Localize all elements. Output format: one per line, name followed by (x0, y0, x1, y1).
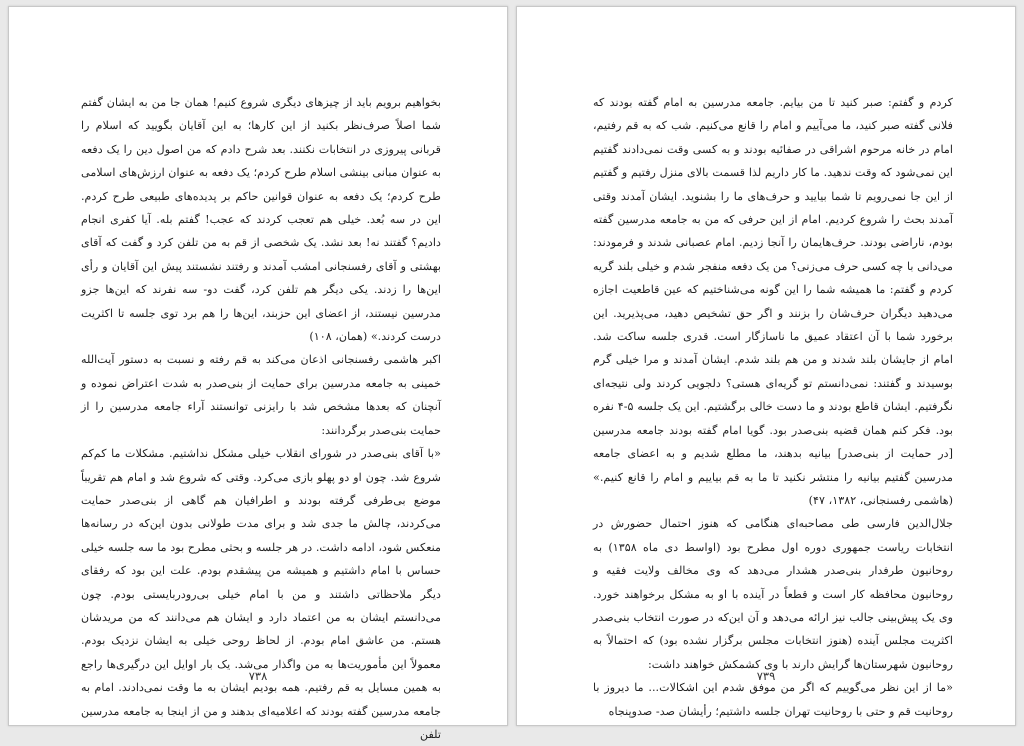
paragraph: بخواهیم برویم باید از چیزهای دیگری شروع کنیم! همان جا من به ایشان گفتم شما اصلاً صرف‌نظر بکنید از این کارها؛ به این آقایان بگویید که اسلام را قربانی پیروزی در انتخابات نکنند. بعد شرح دادم که من اصول دین را یک دفعه به عنوان مبانی بینشی اسلام طرح کردم؛ یک دفعه به عنوان ارزش‌های اسلامی طرح کردم؛ یک دفعه به عنوان قوانین حاکم بر پدیده‌های طبیعی طرح کردم. این در سه بُعد. خیلی هم تعجب کردند که عجب! گفتم بله. آیا کفری انجام دادیم؟ گفتند نه! بعد نشد. یک شخصی از قم به من تلفن کرد و گفت که آقای بهشتی و آقای رفسنجانی امشب آمدند و رفتند نشستند پیش این آقایان و رأی این‌ها را زدند. یکی دیگر هم تلفن کرد، گفت دو- سه نفرند که این‌ها جزو مدرسین نیستند، از اعضای این حزبند، این‌ها را هم برد توی جلسه تا اکثریت درست کردند.» (همان، ۱۰۸) (81, 96, 441, 344)
paragraph: «با آقای بنی‌صدر در شورای انقلاب خیلی مشکل نداشتیم. مشکلات ما کم‌کم شروع شد. چون او دو پهلو بازی می‌کرد. وقتی که شروع شد و امام هم تقریباً موضع بی‌طرفی گرفته بودند و اطرافیان هم گاهی از بنی‌صدر حمایت می‌کردند، چالش ما جدی شد و برای مدت طولانی بدون این‌که در رسانه‌ها منعکس شود، ادامه داشت. در هر جلسه و بحثی مطرح بود ما سه جلسه خیلی حساس با امام داشتیم و همیشه من پیشقدم بودم. علت این بود که رفقای دیگر ملاحظاتی داشتند و من با امام خیلی بی‌رودربایستی بودم. چون می‌دانستم ایشان به من اعتماد دارد و ایشان هم می‌دانند که من مریدشان هستم. من عاشق امام بودم. از لحاظ روحی خیلی به ایشان نزدیک بودم. معمولاً این مأموریت‌ها به من واگذار می‌شد. یک بار اوایل این درگیری‌ها راجع به همین مسایل به قم رفتیم. همه بودیم ایشان به ما وقت نمی‌دادند. امام به جامعه مدرسین گفته بودند که اعلامیه‌ای بدهند و من از اینجا به جامعه مدرسین تلفن (81, 447, 441, 741)
book-page-right (516, 6, 1016, 726)
paragraph: «ما از این نظر می‌گوییم که اگر من موفق شدم این اشکالات... ما دیروز با روحانیت قم و حتی با روحانیت تهران جلسه داشتیم؛ رأیشان صد- صدوپنجاه (593, 681, 953, 718)
paragraph: جلال‌الدین فارسی طی مصاحبه‌ای هنگامی که هنوز احتمال حضورش در انتخابات ریاست جمهوری دوره اول مطرح بود (اواسط دی ماه ۱۳۵۸) به روحانیون طرفدار بنی‌صدر هشدار می‌دهد که وی مخالف ولایت فقیه و روحانیون محافظه کار است و قطعاً در آینده با او به مشکل برخواهند خورد. وی یک پیش‌بینی جالب نیز ارائه می‌دهد و آن این‌که در صورت انتخاب بنی‌صدر اکثریت مجلس آینده (هنوز انتخابات مجلس برگزار نشده بود) که احتمالاً به روحانیون شهرستان‌ها گرایش دارند با وی کشمکش خواهند داشت: (593, 517, 953, 671)
paragraph: اکبر هاشمی رفسنجانی اذعان می‌کند به قم رفته و نسبت به دستور آیت‌الله خمینی به جامعه مدرسین برای حمایت از بنی‌صدر به شدت اعتراض نموده و آنچنان که بعدها مشخص شد با رایزنی توانستند آراء جامعه مدرسین را از حمایت بنی‌صدر برگردانند: (81, 353, 441, 437)
book-page-left (8, 6, 508, 741)
page-number: ۷۳۹ (756, 669, 776, 683)
page-number: ۷۳۸ (248, 669, 268, 683)
paragraph: کردم و گفتم: صبر کنید تا من بیایم. جامعه مدرسین به امام گفته بودند که فلانی گفته صبر کنید، ما می‌آییم و امام را قانع می‌کنیم. شب که به قم رفتیم، امام در خانه مرحوم اشراقی در صفائیه بودند و به کسی وقت نمی‌دادند گفتیم این نمی‌شود که وقت ندهید. ما کار داریم لذا قسمت بالای منزل رفتیم و گفتیم از این جا نمی‌رویم تا شما بیایید و حرف‌های ما را بشنوید. ایشان آمدند وقتی آمدند بحث را شروع کردیم. امام از این حرفی که من به جامعه مدرسین گفته بودم، ناراضی بودند. حرف‌هایمان را آنجا زدیم. امام عصبانی شدند و فرمودند: می‌دانی با چه کسی حرف می‌زنی؟ من یک دفعه منفجر شدم و خیلی بلند گریه کردم و گفتم: ما همیشه شما را این گونه می‌شناختیم که عین قاطعیت اجازه می‌دهید دیگران حرف‌شان را بزنند و اگر حق تشخیص دهید، می‌پذیرید. این برخورد شما با آن اعتقاد عمیق ما ناسازگار است. قدری جلسه ساکت شد. امام از جایشان بلند شدند و من هم بلند شدم. ایشان آمدند و مرا خیلی گرم بوسیدند و گفتند: نمی‌دانستم تو گریه‌ای هستی؟ دلجویی کردند ولی نتیجه‌ای نگرفتیم. ایشان قاطع بودند و ما دست خالی برگشتیم. این یک جلسه ۵-۴ نفره بود. فکر کنم همان قضیه بنی‌صدر بود. گویا امام گفته بودند جامعه مدرسین [در حمایت از بنی‌صدر] بیانیه بدهند، ما مطلع شدیم و به اعضای جامعه مدرسین گفتیم بیانیه را منتشر نکنید تا ما به قم بیاییم و امام را قانع کنیم.» (هاشمی رفسنجانی، ۱۳۸۲، ۴۷) (593, 96, 953, 507)
